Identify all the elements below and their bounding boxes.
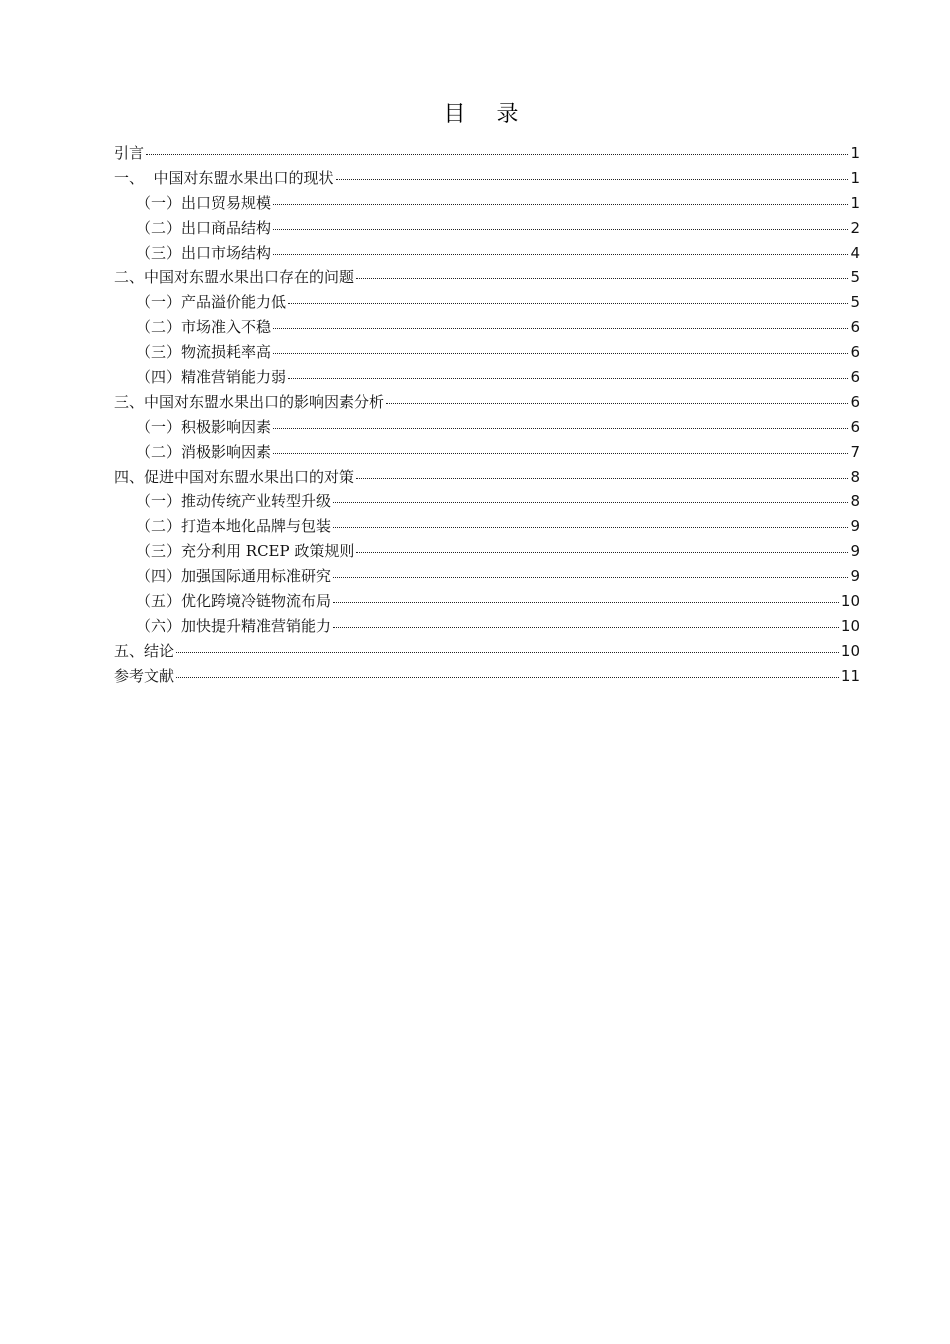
toc-dot-leader xyxy=(333,527,848,528)
toc-dot-leader xyxy=(333,577,848,578)
toc-dot-leader xyxy=(333,602,839,603)
toc-entry[interactable] xyxy=(114,639,860,664)
toc-title: 目 录 xyxy=(443,102,531,127)
toc-entry[interactable] xyxy=(114,390,860,415)
toc-entry-label: （一）产品溢价能力低 xyxy=(136,293,287,312)
table-of-contents xyxy=(114,141,860,689)
toc-dot-leader xyxy=(273,353,848,354)
toc-entry[interactable] xyxy=(114,265,860,290)
toc-dot-leader xyxy=(273,453,848,454)
toc-entry-label: （三）充分利用 RCEP 政策规则 xyxy=(136,542,355,561)
toc-entry-label: （二）消极影响因素 xyxy=(136,442,272,461)
toc-entry[interactable] xyxy=(114,489,860,514)
toc-entry-label: （一）推动传统产业转型升级 xyxy=(136,492,332,511)
toc-entry-label: （五）优化跨境冷链物流布局 xyxy=(136,592,332,611)
toc-dot-leader xyxy=(336,179,849,180)
toc-page-number: 9 xyxy=(850,517,860,536)
toc-entry[interactable] xyxy=(114,216,860,241)
toc-dot-leader xyxy=(273,254,848,255)
toc-page-number: 10 xyxy=(840,641,860,660)
toc-entry-label: （二）打造本地化品牌与包装 xyxy=(136,517,332,536)
toc-entry[interactable] xyxy=(114,614,860,639)
toc-page-number: 1 xyxy=(850,144,860,162)
toc-dot-leader xyxy=(333,627,839,628)
toc-page-number: 4 xyxy=(850,243,860,262)
toc-entry[interactable] xyxy=(114,166,860,191)
toc-page-number: 1 xyxy=(850,193,860,212)
toc-entry[interactable] xyxy=(114,440,860,465)
toc-page-number: 1 xyxy=(850,168,860,187)
toc-dot-leader xyxy=(273,328,848,329)
toc-dot-leader xyxy=(273,229,848,230)
toc-page-number: 5 xyxy=(850,268,860,287)
toc-entry-label: 三、中国对东盟水果出口的影响因素分析 xyxy=(114,392,385,411)
toc-page-number: 8 xyxy=(850,467,860,486)
toc-entry-label: 五、结论 xyxy=(114,641,175,660)
toc-dot-leader xyxy=(273,204,848,205)
toc-entry[interactable] xyxy=(114,141,860,166)
toc-page-number: 6 xyxy=(850,318,860,337)
toc-entry-label: （四）精准营销能力弱 xyxy=(136,368,287,387)
toc-entry-label: （三）出口市场结构 xyxy=(136,243,272,262)
toc-dot-leader xyxy=(146,154,848,155)
toc-entry[interactable] xyxy=(114,191,860,216)
toc-entry[interactable] xyxy=(114,564,860,589)
toc-entry[interactable] xyxy=(114,539,860,564)
toc-entry-label: （三）物流损耗率高 xyxy=(136,343,272,362)
toc-entry-label: （四）加强国际通用标准研究 xyxy=(136,567,332,586)
toc-dot-leader xyxy=(176,677,839,678)
toc-page-number: 6 xyxy=(850,417,860,436)
toc-entry-label: 引言 xyxy=(114,144,145,162)
toc-page-number: 10 xyxy=(840,616,860,635)
toc-page-number: 6 xyxy=(850,392,860,411)
toc-dot-leader xyxy=(386,403,848,404)
toc-entry[interactable] xyxy=(114,290,860,315)
toc-entry[interactable] xyxy=(114,664,860,689)
toc-page-number: 9 xyxy=(850,542,860,561)
toc-page-number: 8 xyxy=(850,492,860,511)
toc-dot-leader xyxy=(356,478,848,479)
toc-dot-leader xyxy=(356,278,848,279)
toc-entry-label: 四、促进中国对东盟水果出口的对策 xyxy=(114,467,355,486)
toc-entry-label: （一）出口贸易规模 xyxy=(136,193,272,212)
toc-page-number: 5 xyxy=(850,293,860,312)
toc-entry[interactable] xyxy=(114,241,860,266)
toc-page-number: 11 xyxy=(840,666,860,685)
toc-page-number: 7 xyxy=(850,442,860,461)
toc-dot-leader xyxy=(288,378,848,379)
toc-page-number: 9 xyxy=(850,567,860,586)
toc-entry[interactable] xyxy=(114,365,860,390)
toc-entry-label: （一）积极影响因素 xyxy=(136,417,272,436)
toc-entry[interactable] xyxy=(114,465,860,490)
toc-page-number: 6 xyxy=(850,368,860,387)
toc-dot-leader xyxy=(356,552,848,553)
toc-entry[interactable] xyxy=(114,589,860,614)
toc-dot-leader xyxy=(273,428,848,429)
toc-page-number: 6 xyxy=(850,343,860,362)
toc-entry-label: （二）出口商品结构 xyxy=(136,218,272,237)
toc-entry[interactable] xyxy=(114,514,860,539)
toc-entry-label: 一、 中国对东盟水果出口的现状 xyxy=(114,168,334,187)
toc-entry[interactable] xyxy=(114,415,860,440)
toc-dot-leader xyxy=(176,652,839,653)
toc-entry[interactable] xyxy=(114,315,860,340)
toc-entry-label: （六）加快提升精准营销能力 xyxy=(136,616,332,635)
toc-entry-label: （二）市场准入不稳 xyxy=(136,318,272,337)
toc-page-number: 2 xyxy=(850,218,860,237)
toc-dot-leader xyxy=(288,303,848,304)
toc-page-number: 10 xyxy=(840,592,860,611)
toc-entry-label: 二、中国对东盟水果出口存在的问题 xyxy=(114,268,355,287)
toc-entry-label: 参考文献 xyxy=(114,666,175,685)
toc-entry[interactable] xyxy=(114,340,860,365)
toc-dot-leader xyxy=(333,502,848,503)
